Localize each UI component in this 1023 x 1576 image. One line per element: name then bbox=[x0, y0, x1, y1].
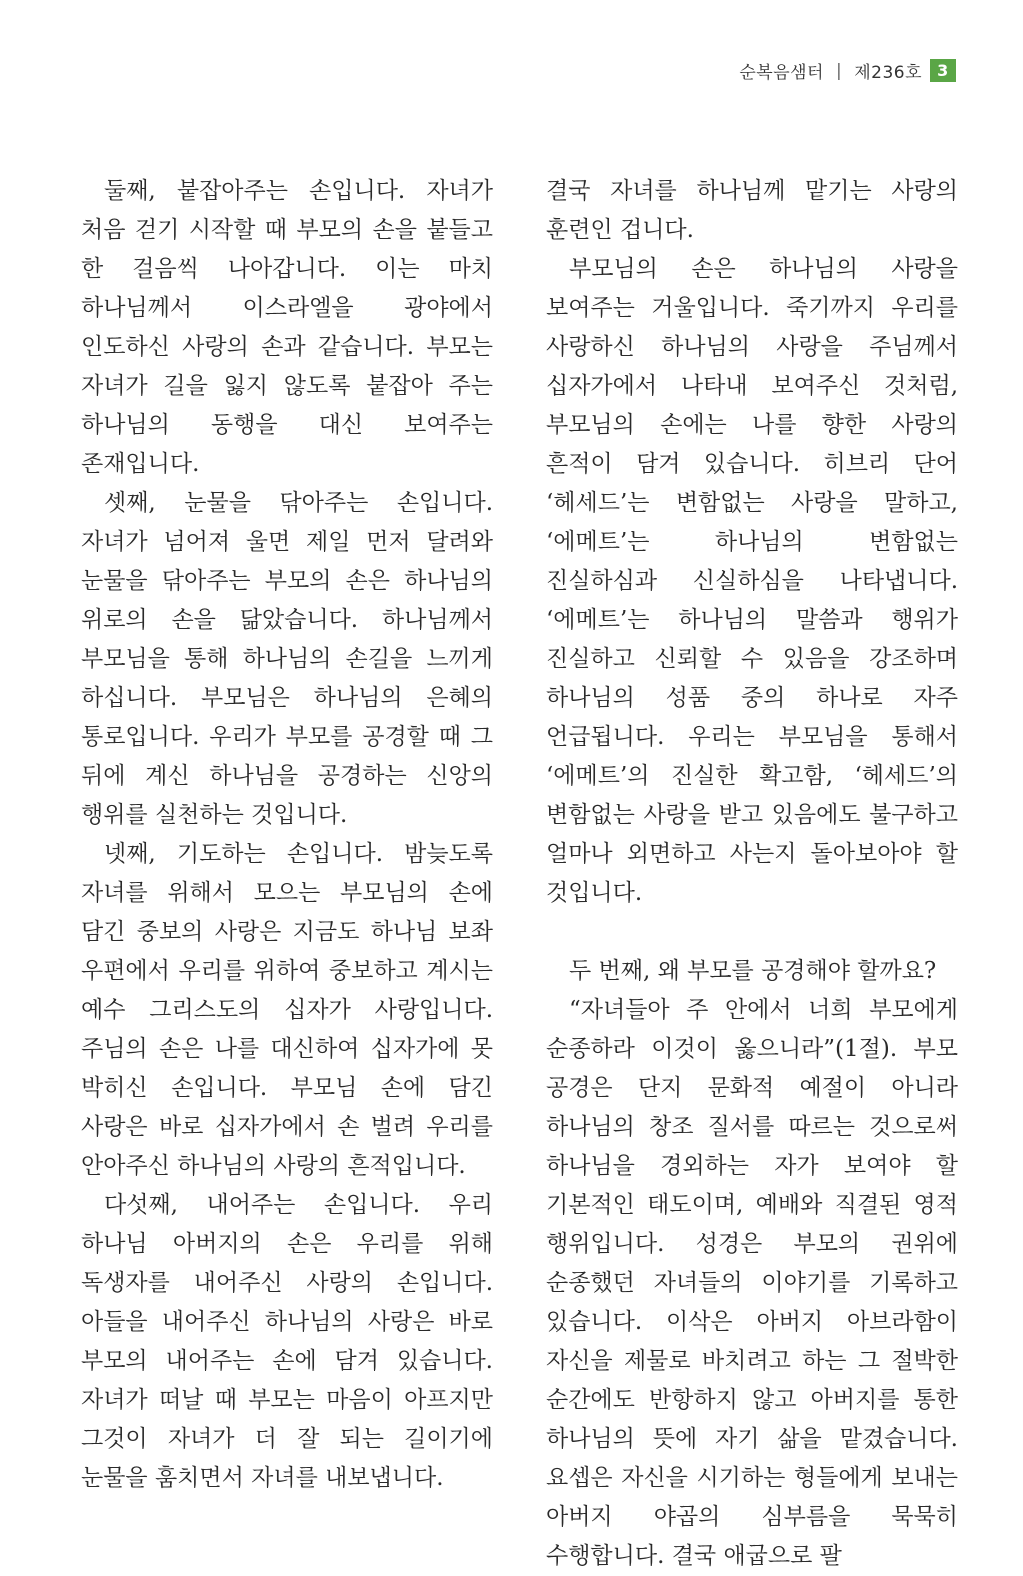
header-separator: | bbox=[835, 60, 843, 81]
paragraph-third-hand: 셋째, 눈물을 닦아주는 손입니다. 자녀가 넘어져 울면 제일 먼저 달려와 눈물을 닦아주는 부모의 손은 하나님의 위로의 손을 닮았습니다. 하나님께서 부모님을 통해 하나님의 손길을 느끼게 하십니다. 부모님은 하나님의 은혜의 통로입니다. 우리가 부모를 공경할 때 그 뒤에 계신 하나님을 공경하는 신앙의 행위를 실천하는 것입니다. bbox=[81, 490, 493, 828]
right-column bbox=[546, 172, 958, 1576]
paragraph-why-honor: “자녀들아 주 안에서 너희 부모에게 순종하라 이것이 옳으니라”(1절). 부모 공경은 단지 문화적 예절이 아니라 하나님의 창조 질서를 따르는 것으로써 하나님을 경외하는 자가 보여야 할 기본적인 태도이며, 예배와 직결된 영적 행위입니다. 성경은 부모의 권위에 순종했던 자녀들의 이야기를 기록하고 있습니다. 이삭은 아버지 아브라함이 자신을 제물로 바치려고 하는 그 절박한 순간에도 반항하지 않고 아버지를 통한 하나님의 뜻에 자기 삶을 맡겼습니다. 요셉은 자신을 시기하는 형들에게 보내는 아버지 야곱의 심부름을 묵묵히 수행합니다. 결국 애굽으로 팔 bbox=[546, 997, 958, 1569]
page-number-badge: 3 bbox=[930, 59, 956, 82]
publication-name: 순복음샘터 bbox=[739, 63, 824, 83]
paragraph-second-hand: 둘째, 붙잡아주는 손입니다. 자녀가 처음 걷기 시작할 때 부모의 손을 붙들고 한 걸음씩 나아갑니다. 이는 마치 하나님께서 이스라엘을 광야에서 인도하신 사랑의 손과 같습니다. 부모는 자녀가 길을 잃지 않도록 붙잡아 주는 하나님의 동행을 대신 보여주는 존재입니다. bbox=[81, 178, 493, 477]
paragraph-continuation: 결국 자녀를 하나님께 맡기는 사랑의 훈련인 겁니다. bbox=[546, 178, 958, 243]
paragraph-fifth-hand: 다섯째, 내어주는 손입니다. 우리 하나님 아버지의 손은 우리를 위해 독생자를 내어주신 사랑의 손입니다. 아들을 내어주신 하나님의 사랑은 바로 부모의 내어주는 손에 담겨 있습니다. 자녀가 떠날 때 부모는 마음이 아프지만 그것이 자녀가 더 잘 되는 길이기에 눈물을 훔치면서 자녀를 내보냅니다. bbox=[81, 1192, 493, 1491]
section-subheading: 두 번째, 왜 부모를 공경해야 할까요? bbox=[569, 958, 937, 984]
left-column bbox=[81, 172, 493, 1498]
issue-number: 제236호 bbox=[854, 63, 922, 83]
section-gap bbox=[546, 913, 958, 952]
page-header bbox=[739, 58, 956, 83]
paragraph-parents-hands: 부모님의 손은 하나님의 사랑을 보여주는 거울입니다. 죽기까지 우리를 사랑하신 하나님의 사랑을 주님께서 십자가에서 나타내 보여주신 것처럼, 부모님의 손에는 나를 향한 사랑의 흔적이 담겨 있습니다. 히브리 단어 ‘헤세드’는 변함없는 사랑을 말하고, ‘에메트’는 하나님의 변함없는 진실하심과 신실하심을 나타냅니다. ‘에메트’는 하나님의 말씀과 행위가 진실하고 신뢰할 수 있음을 강조하며 하나님의 성품 중의 하나로 자주 언급됩니다. 우리는 부모님을 통해서 ‘에메트’의 진실한 확고함, ‘헤세드’의 변함없는 사랑을 받고 있음에도 불구하고 얼마나 외면하고 사는지 돌아보아야 할 것입니다. bbox=[546, 256, 958, 906]
paragraph-fourth-hand: 넷째, 기도하는 손입니다. 밤늦도록 자녀를 위해서 모으는 부모님의 손에 담긴 중보의 사랑은 지금도 하나님 보좌 우편에서 우리를 위하여 중보하고 계시는 예수 그리스도의 십자가 사랑입니다. 주님의 손은 나를 대신하여 십자가에 못 박히신 손입니다. 부모님 손에 담긴 사랑은 바로 십자가에서 손 벌려 우리를 안아주신 하나님의 사랑의 흔적입니다. bbox=[81, 841, 493, 1179]
